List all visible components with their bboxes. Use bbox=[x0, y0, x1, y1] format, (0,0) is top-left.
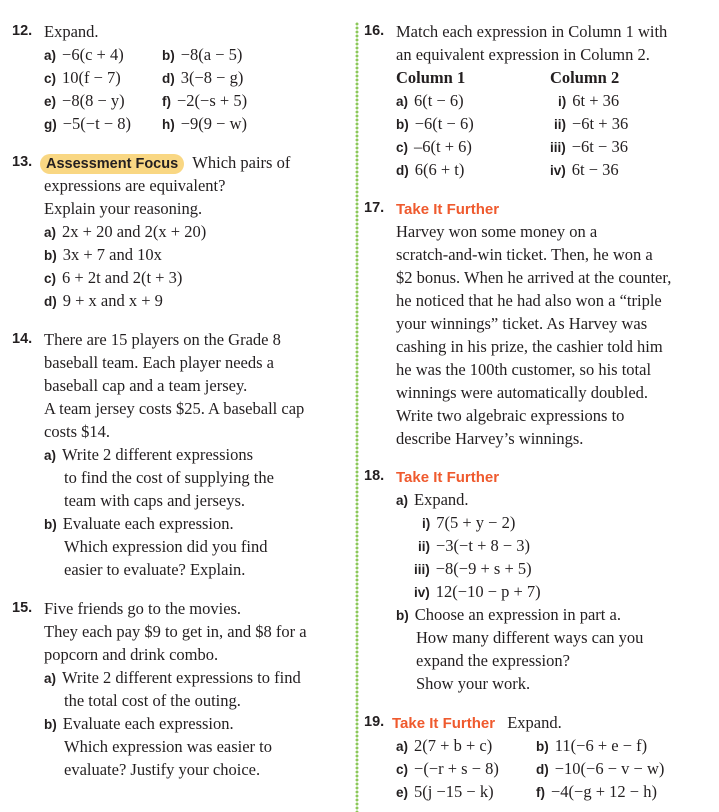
column-2-item: ii) −6t + 36 bbox=[554, 114, 629, 133]
column-1-item: b) −6(t − 6) bbox=[396, 114, 474, 133]
part-b-text: easier to evaluate? Explain. bbox=[64, 560, 246, 579]
column-1-header: Column 1 bbox=[396, 68, 466, 87]
part-b-text: How many different ways can you bbox=[416, 628, 644, 647]
question-number: 12. bbox=[12, 23, 33, 39]
part-a: a) Write 2 different expressions bbox=[44, 445, 254, 464]
question-number: 19. bbox=[364, 714, 385, 730]
question-text: scratch-and-win ticket. Then, he won a bbox=[396, 245, 653, 264]
sub-item: ii) −3(−t + 8 − 3) bbox=[418, 536, 531, 555]
part-b-text: Which expression did you find bbox=[64, 537, 268, 556]
question-text: Match each expression in Column 1 with bbox=[396, 22, 668, 41]
question-prompt: Expand. bbox=[44, 22, 99, 41]
item: b) −8(a − 5) bbox=[162, 45, 243, 64]
sub-item: iii) −8(−9 + s + 5) bbox=[414, 559, 532, 578]
question-text: describe Harvey’s winnings. bbox=[396, 429, 584, 448]
part-a-text: team with caps and jerseys. bbox=[64, 491, 245, 510]
column-divider bbox=[355, 22, 359, 812]
item: f) −4(−g + 12 − h) bbox=[536, 782, 657, 801]
column-2-item: iii) −6t − 36 bbox=[550, 137, 628, 156]
part-b: b) Evaluate each expression. bbox=[44, 714, 234, 733]
column-1-item: a) 6(t − 6) bbox=[396, 91, 464, 110]
question-text: Write two algebraic expressions to bbox=[396, 406, 625, 425]
item: f) −2(−s + 5) bbox=[162, 91, 248, 110]
question-text: an equivalent expression in Column 2. bbox=[396, 45, 650, 64]
part-b-text: Which expression was easier to bbox=[64, 737, 273, 756]
question-text: Five friends go to the movies. bbox=[44, 599, 242, 618]
part-a: a) Expand. bbox=[396, 490, 469, 509]
part-b: b) Evaluate each expression. bbox=[44, 514, 234, 533]
question-text: costs $14. bbox=[44, 422, 110, 441]
question-text: popcorn and drink combo. bbox=[44, 645, 219, 664]
item: h) −9(9 − w) bbox=[162, 114, 248, 133]
part-a-text: the total cost of the outing. bbox=[64, 691, 241, 710]
column-2-item: i) 6t + 36 bbox=[558, 91, 620, 110]
question-text: your winnings” ticket. As Harvey was bbox=[396, 314, 648, 333]
item: b) 3x + 7 and 10x bbox=[44, 245, 162, 264]
sub-item: iv) 12(−10 − p + 7) bbox=[414, 582, 541, 601]
question-text: $2 bonus. When he arrived at the counter, bbox=[396, 268, 672, 287]
part-a-text: to find the cost of supplying the bbox=[64, 468, 274, 487]
question-text: A team jersey costs $25. A baseball cap bbox=[44, 399, 305, 418]
item: a) 2(7 + b + c) bbox=[396, 736, 493, 755]
item: d) 3(−8 − g) bbox=[162, 68, 244, 87]
question-text: baseball cap and a team jersey. bbox=[44, 376, 248, 395]
item: d) −10(−6 − v − w) bbox=[536, 759, 665, 778]
column-2-header: Column 2 bbox=[550, 68, 620, 87]
question-text: Which pairs of bbox=[192, 153, 291, 172]
take-it-further-heading: Take It Further bbox=[396, 469, 500, 486]
question-number: 16. bbox=[364, 23, 385, 39]
question-number: 14. bbox=[12, 331, 33, 347]
part-a: a) Write 2 different expressions to find bbox=[44, 668, 301, 687]
part-b-text: evaluate? Justify your choice. bbox=[64, 760, 261, 779]
item: c) 10(f − 7) bbox=[44, 68, 121, 87]
question-text: cashing in his prize, the cashier told him bbox=[396, 337, 663, 356]
item: g) −5(−t − 8) bbox=[44, 114, 131, 133]
question-text: winnings were automatically doubled. bbox=[396, 383, 649, 402]
column-1-item: d) 6(6 + t) bbox=[396, 160, 465, 179]
question-number: 13. bbox=[12, 154, 33, 170]
question-text: baseball team. Each player needs a bbox=[44, 353, 274, 372]
take-it-further-heading: Take It Further bbox=[396, 201, 500, 218]
assessment-focus-badge: Assessment Focus bbox=[40, 154, 184, 174]
item: a) −6(c + 4) bbox=[44, 45, 124, 64]
question-prompt: Expand. bbox=[507, 713, 562, 732]
column-1-item: c) –6(t + 6) bbox=[396, 137, 472, 156]
question-text: They each pay $9 to get in, and $8 for a bbox=[44, 622, 307, 641]
question-text: he was the 100th customer, so his total bbox=[396, 360, 652, 379]
item: e) 5(j −15 − k) bbox=[396, 782, 494, 801]
item: d) 9 + x and x + 9 bbox=[44, 291, 163, 310]
sub-item: i) 7(5 + y − 2) bbox=[422, 513, 516, 532]
item: c) −(−r + s − 8) bbox=[396, 759, 499, 778]
part-b-text: Show your work. bbox=[416, 674, 531, 693]
question-text: Explain your reasoning. bbox=[44, 199, 203, 218]
column-2-item: iv) 6t − 36 bbox=[550, 160, 619, 179]
question-number: 18. bbox=[364, 468, 385, 484]
question-number: 17. bbox=[364, 200, 385, 216]
part-b-text: expand the expression? bbox=[416, 651, 570, 670]
item: a) 2x + 20 and 2(x + 20) bbox=[44, 222, 207, 241]
take-it-further-heading: Take It Further bbox=[392, 715, 496, 732]
item: c) 6 + 2t and 2(t + 3) bbox=[44, 268, 183, 287]
part-b: b) Choose an expression in part a. bbox=[396, 605, 621, 624]
question-number: 15. bbox=[12, 600, 33, 616]
question-text: There are 15 players on the Grade 8 bbox=[44, 330, 281, 349]
question-text: Harvey won some money on a bbox=[396, 222, 598, 241]
item: e) −8(8 − y) bbox=[44, 91, 125, 110]
question-text: expressions are equivalent? bbox=[44, 176, 226, 195]
question-text: he noticed that he had also won a “triple bbox=[396, 291, 662, 310]
item: b) 11(−6 + e − f) bbox=[536, 736, 648, 755]
